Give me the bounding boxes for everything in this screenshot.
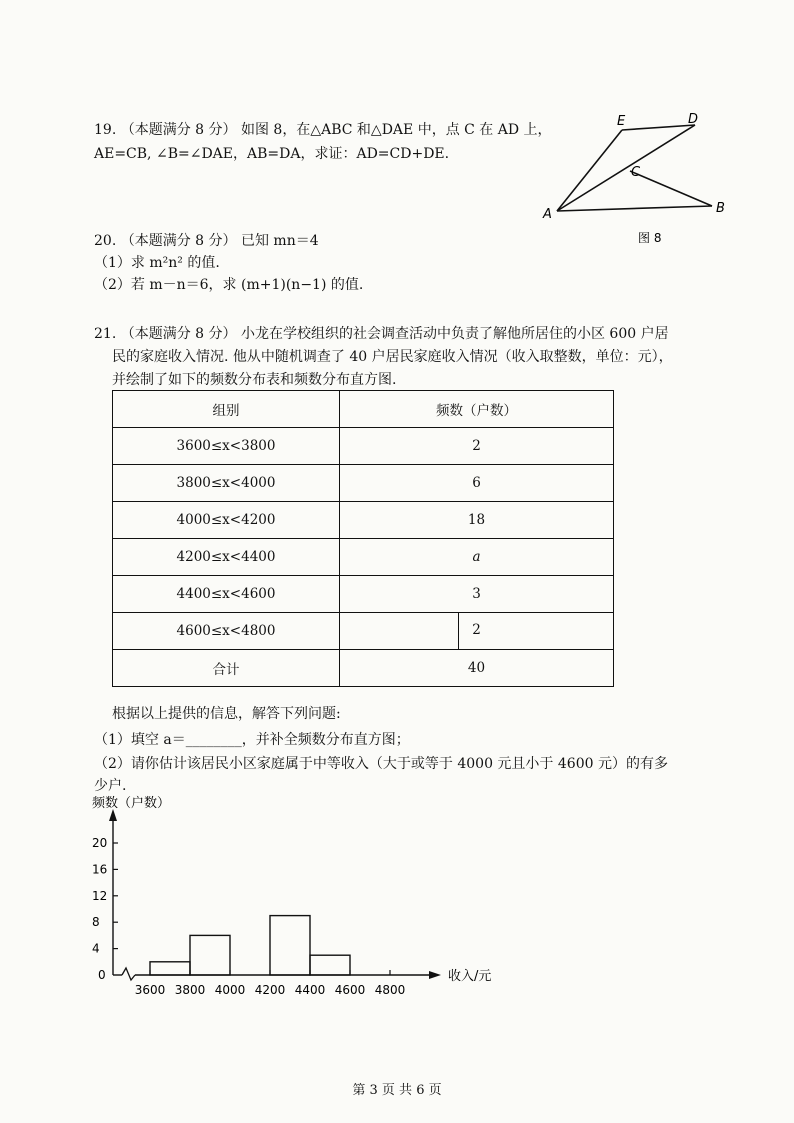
q20-part2: （2）若 m－n＝6，求 (m+1)(n−1) 的值.	[94, 277, 364, 293]
y-tick-label: 4	[92, 941, 100, 956]
table-cell-group: 4600≤x<4800	[113, 613, 340, 650]
histogram-bar	[310, 955, 350, 975]
x-tick-label: 4200	[254, 983, 286, 997]
q21-text-1: 小龙在学校组织的社会调查活动中负责了解他所居住的小区 600 户居	[240, 326, 669, 342]
table-cell-group: 4200≤x<4400	[113, 539, 340, 576]
table-header-count: 频数（户数）	[340, 391, 614, 428]
q21-part2-line1: （2）请你估计该居民小区家庭属于中等收入（大于或等于 4000 元且小于 4600 元）的有多	[94, 756, 668, 772]
table-cell-count: a	[340, 539, 614, 576]
x-tick-label: 3600	[134, 983, 166, 997]
x-tick-label: 4000	[214, 983, 246, 997]
x-tick-label: 3800	[174, 983, 206, 997]
q21-line2: 民的家庭收入情况. 他从中随机调查了 40 户居民家庭收入情况（收入取整数，单位：元），	[112, 349, 673, 365]
segment-ae	[557, 130, 622, 211]
table-total-value: 40	[340, 650, 614, 687]
q19-text-2: AE=CB, ∠B=∠DAE，AB=DA，求证：AD=CD+DE.	[94, 146, 450, 162]
table-total-label: 合计	[113, 650, 340, 687]
x-axis-label: 收入/元	[448, 969, 492, 984]
table-row	[113, 502, 614, 539]
q21-number: 21.	[94, 326, 117, 342]
point-a-label: A	[543, 207, 552, 222]
point-c-label: C	[631, 165, 641, 180]
q20-part1: （1）求 m²n² 的值.	[94, 255, 220, 271]
table-row	[113, 539, 614, 576]
segment-ed	[622, 125, 695, 130]
q19-line1	[94, 118, 552, 142]
table-cell-group: 3600≤x<3800	[113, 428, 340, 465]
q19-number: 19.	[94, 122, 117, 138]
y-axis-label: 频数（户数）	[92, 796, 171, 811]
table-cell-count: 6	[340, 465, 614, 502]
x-axis-break	[122, 968, 135, 980]
table-row	[113, 613, 614, 650]
point-e-label: E	[617, 114, 626, 129]
table-row	[113, 465, 614, 502]
frequency-histogram	[80, 795, 520, 1005]
point-d-label: D	[688, 112, 699, 127]
page-footer: 第 3 页 共 6 页	[352, 1083, 442, 1098]
segment-ab	[557, 206, 712, 211]
table-row	[113, 576, 614, 613]
x-tick-label: 4400	[294, 983, 326, 997]
figure-8	[530, 108, 740, 243]
table-cell-count: 18	[340, 502, 614, 539]
q20-number: 20.	[94, 233, 117, 249]
table-total-row	[113, 650, 614, 687]
table-cell-group: 4000≤x<4200	[113, 502, 340, 539]
y-tick-label: 20	[92, 836, 108, 850]
histogram-bar	[270, 916, 310, 975]
q20-score: （本题满分 8 分）	[120, 233, 237, 249]
y-tick-label: 8	[92, 915, 100, 930]
segment-cb	[630, 171, 712, 206]
table-cell-group: 3800≤x<4000	[113, 465, 340, 502]
q21-score: （本题满分 8 分）	[120, 326, 237, 342]
q19-text-1: 如图 8，在△ABC 和△DAE 中，点 C 在 AD 上，	[240, 122, 552, 138]
q19-score: （本题满分 8 分）	[120, 122, 237, 138]
table-header-group: 组别	[113, 391, 340, 428]
histogram-bar	[150, 962, 190, 975]
q21-line3: 并绘制了如下的频数分布表和频数分布直方图.	[112, 372, 397, 388]
frequency-table	[112, 390, 614, 687]
q20-stem-line	[94, 229, 319, 253]
q19-line2	[94, 142, 449, 166]
q21-line1	[94, 322, 669, 346]
histogram-bar	[190, 935, 230, 975]
figure-8-caption: 图 8	[638, 231, 662, 243]
q20-stem: 已知 mn＝4	[240, 233, 319, 249]
segment-ad	[557, 125, 695, 211]
table-cell-count: 3	[340, 576, 614, 613]
table-cell-group: 4400≤x<4600	[113, 576, 340, 613]
table-header-row	[113, 391, 614, 428]
y-tick-label: 0	[98, 968, 106, 982]
q21-part2-line2: 少户.	[94, 778, 127, 794]
x-tick-label: 4600	[334, 983, 366, 997]
y-tick-label: 16	[92, 862, 108, 877]
table-cell-count: 2	[472, 622, 481, 638]
table-cell-count-split	[340, 613, 614, 650]
table-cell-count: 2	[340, 428, 614, 465]
q21-prompt: 根据以上提供的信息，解答下列问题:	[112, 706, 341, 722]
table-row	[113, 428, 614, 465]
y-tick-label: 12	[92, 888, 108, 903]
q21-part1: （1）填空 a＝________，并补全频数分布直方图；	[94, 732, 410, 748]
x-axis-arrow	[429, 971, 441, 979]
x-tick-label: 4800	[374, 983, 406, 997]
point-b-label: B	[716, 201, 725, 216]
